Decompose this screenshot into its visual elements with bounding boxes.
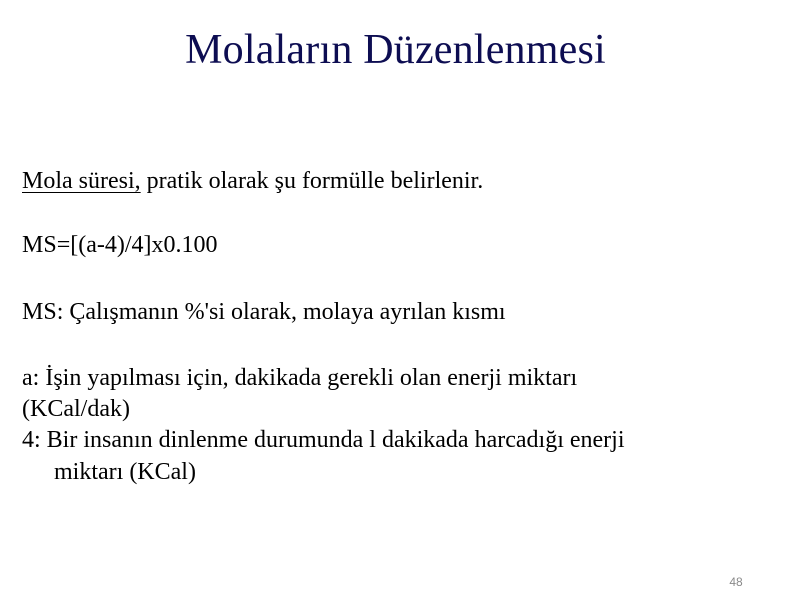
intro-rest: pratik olarak şu formülle belirlenir. <box>140 168 484 194</box>
slide-title: Molaların Düzenlenmesi <box>185 27 606 73</box>
page-number: 48 <box>729 575 743 589</box>
four-definition-line-1: 4: Bir insanın dinlenme durumunda l dakikada harcadığı enerji <box>22 427 625 453</box>
intro-term: Mola süresi, <box>22 168 141 194</box>
four-definition-line-2: miktarı (KCal) <box>54 459 196 485</box>
ms-definition: MS: Çalışmanın %'si olarak, molaya ayrılan kısmı <box>22 299 506 325</box>
formula-line: MS=[(a-4)/4]x0.100 <box>22 232 218 258</box>
intro-line <box>22 165 483 197</box>
a-definition-line-2: (KCal/dak) <box>22 396 130 422</box>
a-definition-line-1: a: İşin yapılması için, dakikada gerekli olan enerji miktarı <box>22 365 578 391</box>
